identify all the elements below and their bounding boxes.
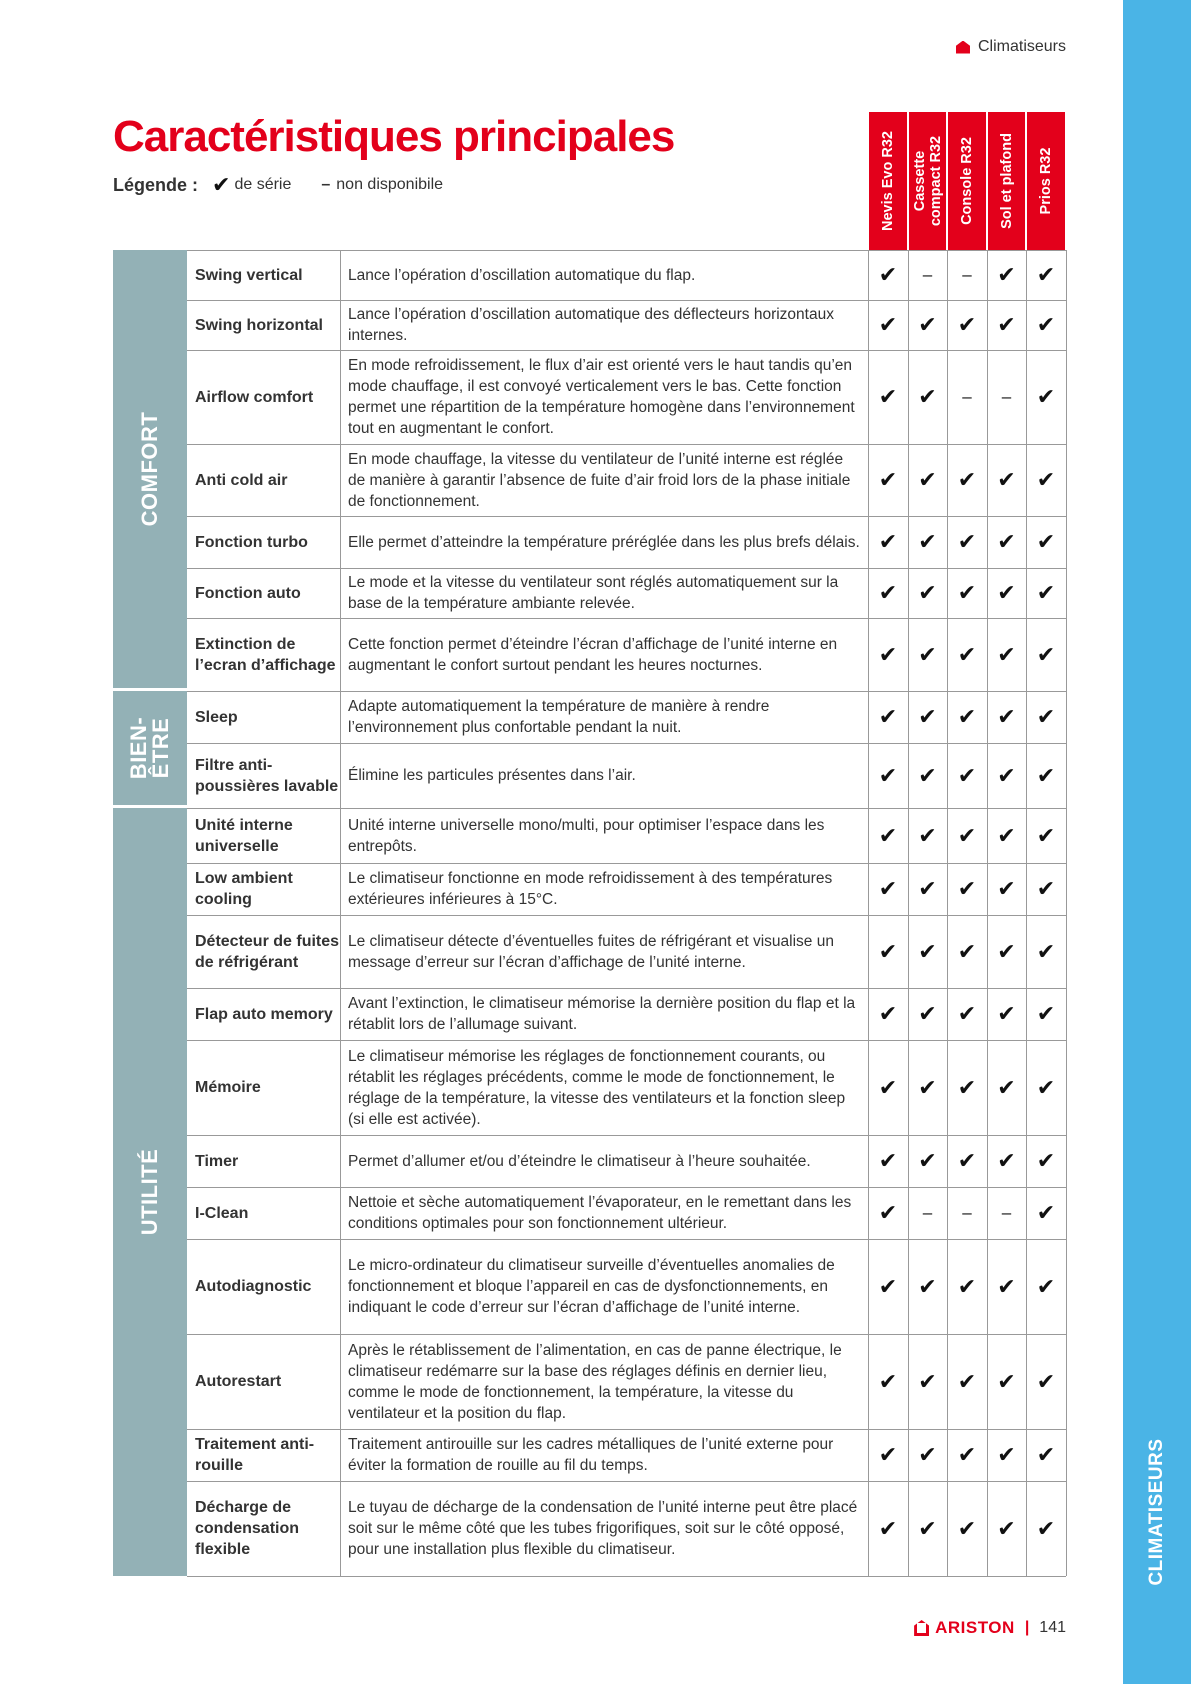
category-band [113, 250, 187, 688]
feature-name: Anti cold air [195, 471, 288, 489]
ariston-logo-icon [914, 1620, 929, 1636]
column-divider [947, 250, 948, 1576]
column-divider [1066, 250, 1067, 1576]
check-icon: ✔ [957, 467, 977, 492]
check-icon: ✔ [878, 580, 898, 605]
column-header [948, 112, 986, 250]
check-icon: ✔ [1036, 1515, 1056, 1541]
dash-icon: – [922, 1203, 933, 1222]
table-row [187, 863, 1066, 915]
check-icon: ✔ [212, 172, 231, 197]
feature-name: Swing vertical [195, 266, 303, 284]
feature-description: Le climatiseur mémorise les réglages de fonctionnement courants, ou rétablit les réglages précédents, comme le mode de fonctionnement, le réglage de la température, la vitesse des ventilateurs et la fonction sleep (si elle est activée). [348, 1047, 846, 1128]
feature-name: Autorestart [195, 1373, 282, 1390]
check-icon: ✔ [918, 704, 937, 729]
check-icon: ✔ [1036, 467, 1056, 492]
table-row [187, 1040, 1066, 1135]
table-row [187, 350, 1066, 444]
check-icon: ✔ [1036, 580, 1056, 605]
category-band [113, 691, 187, 805]
check-icon: ✔ [1036, 822, 1056, 848]
check-icon: ✔ [918, 467, 937, 492]
check-icon: ✔ [878, 1200, 898, 1225]
column-header [869, 112, 907, 250]
feature-name: Flap auto memory [195, 1005, 333, 1023]
feature-description: En mode refroidissement, le flux d’air est orienté vers le haut tandis qu’en mode chauffage, il est convoyé verticalement vers le bas. Cette fonction permet une répartition de la température homogène dans l’environnement tout en augmentant le confort. [348, 357, 855, 437]
check-icon: ✔ [997, 580, 1016, 605]
check-icon: ✔ [918, 1442, 937, 1467]
table-row [187, 568, 1066, 618]
check-icon: ✔ [997, 1148, 1016, 1173]
check-icon: ✔ [878, 384, 898, 409]
feature-description: Avant l’extinction, le climatiseur mémorise la dernière position du flap et la rétablit lors de l’allumage suivant. [348, 995, 856, 1033]
feature-name: Autodiagnostic [195, 1278, 312, 1295]
column-header-label: Console R32 [959, 137, 975, 225]
feature-name: I-Clean [195, 1204, 249, 1222]
column-header [1027, 112, 1065, 250]
dash-icon: – [962, 265, 972, 284]
check-icon: ✔ [918, 580, 937, 605]
check-icon: ✔ [918, 384, 937, 409]
row-divider [187, 618, 1066, 619]
table-row [187, 1135, 1066, 1187]
check-icon: ✔ [957, 876, 977, 901]
column-header-label: Sol et plafond [998, 133, 1015, 229]
check-icon: ✔ [878, 822, 898, 848]
footer-separator: | [1024, 1619, 1030, 1636]
check-icon: ✔ [957, 580, 977, 605]
feature-description: En mode chauffage, la vitesse du ventilateur de l’unité interne est réglée de manière à garantir l’absence de fuite d’air froid lors de la phase initiale de fonctionnement. [348, 450, 851, 510]
feature-description: Elle permet d’atteindre la température préréglée dans les plus brefs délais. [348, 533, 860, 551]
row-divider [187, 863, 1066, 864]
check-icon: ✔ [997, 1273, 1016, 1299]
row-divider [187, 1481, 1066, 1482]
check-icon: ✔ [997, 822, 1016, 848]
table-row [187, 250, 1066, 300]
check-icon: ✔ [918, 641, 937, 667]
row-divider [187, 300, 1066, 301]
check-icon: ✔ [878, 704, 898, 729]
feature-description: Lance l’opération d’oscillation automatique des déflecteurs horizontaux internes. [348, 306, 834, 344]
row-divider [187, 743, 1066, 744]
check-icon: ✔ [878, 1001, 898, 1026]
table-row [187, 743, 1066, 808]
table-row [187, 988, 1066, 1040]
section-breadcrumb [956, 38, 1066, 56]
check-icon: ✔ [878, 1148, 898, 1173]
check-icon: ✔ [878, 1442, 898, 1467]
feature-name: Low ambient cooling [195, 870, 293, 908]
check-icon: ✔ [1036, 529, 1056, 554]
row-divider [187, 1187, 1066, 1188]
table-row [187, 1239, 1066, 1334]
table-row [187, 691, 1066, 743]
check-icon: ✔ [878, 262, 898, 287]
row-divider [187, 808, 1066, 809]
dash-icon: – [922, 265, 933, 284]
page-number: 141 [1039, 1619, 1066, 1636]
check-icon: ✔ [997, 467, 1016, 492]
feature-description: Unité interne universelle mono/multi, pour optimiser l’espace dans les entrepôts. [348, 816, 825, 855]
check-icon: ✔ [957, 529, 977, 554]
column-divider [908, 250, 909, 1576]
table-row [187, 808, 1066, 863]
feature-name: Unité interne universelle [195, 816, 293, 855]
table-row [187, 1334, 1066, 1429]
check-icon: ✔ [997, 704, 1016, 729]
check-icon: ✔ [997, 312, 1016, 337]
check-icon: ✔ [878, 762, 898, 788]
feature-name: Filtre anti-poussières lavable [195, 756, 339, 795]
check-icon: ✔ [997, 641, 1016, 667]
check-icon: ✔ [1036, 1001, 1056, 1026]
check-icon: ✔ [878, 467, 898, 492]
check-icon: ✔ [918, 1515, 937, 1541]
row-divider [187, 444, 1066, 445]
check-icon: ✔ [1036, 641, 1056, 667]
row-divider [187, 988, 1066, 989]
check-icon: ✔ [878, 938, 898, 964]
check-icon: ✔ [918, 762, 937, 788]
feature-name: Décharge de condensation flexible [195, 1499, 300, 1558]
column-header-label: Prios R32 [1038, 147, 1054, 215]
feature-description: Le climatiseur détecte d’éventuelles fuites de réfrigérant et visualise un message d’erreur sur l’écran d’affichage de l’unité interne. [348, 932, 834, 971]
check-icon: ✔ [957, 1515, 977, 1541]
check-icon: ✔ [957, 822, 977, 848]
check-icon: ✔ [957, 1001, 977, 1026]
row-divider [187, 568, 1066, 569]
check-icon: ✔ [918, 1273, 937, 1299]
check-icon: ✔ [1036, 384, 1056, 409]
check-icon: ✔ [918, 1368, 937, 1394]
feature-name: Timer [195, 1152, 239, 1170]
row-divider [187, 250, 1066, 251]
dash-icon: – [1001, 387, 1012, 406]
side-tab [1123, 0, 1191, 1684]
check-icon: ✔ [918, 529, 937, 554]
check-icon: ✔ [957, 312, 977, 337]
check-icon: ✔ [1036, 704, 1056, 729]
check-icon: ✔ [1036, 1200, 1056, 1225]
check-icon: ✔ [1036, 938, 1056, 964]
check-icon: ✔ [997, 1074, 1016, 1100]
page-footer [914, 1618, 1066, 1638]
check-icon: ✔ [1036, 312, 1056, 337]
check-icon: ✔ [997, 1515, 1016, 1541]
legend-check-text: de série [234, 176, 292, 193]
brand-name: ARISTON [935, 1618, 1015, 1637]
table-row [187, 1481, 1066, 1576]
table-row [187, 444, 1066, 516]
category-band [113, 808, 187, 1576]
feature-description: Le mode et la vitesse du ventilateur sont réglés automatiquement sur la base de la température ambiante relevée. [348, 574, 839, 612]
table-row [187, 618, 1066, 691]
feature-description: Après le rétablissement de l’alimentation, en cas de panne électrique, le climatiseur redémarre sur la base des réglages définis en dernier lieu, comme le mode de fonctionnement, la température, la vitesse du ventilateur et la position du flap. [348, 1341, 842, 1422]
check-icon: ✔ [878, 1515, 898, 1541]
table-row [187, 1187, 1066, 1239]
feature-name: Détecteur de fuites de réfrigérant [195, 932, 340, 971]
row-divider [187, 1429, 1066, 1430]
row-divider [187, 1334, 1066, 1335]
brand-logo [914, 1618, 1015, 1638]
dash-icon: – [962, 387, 972, 406]
check-icon: ✔ [918, 822, 937, 848]
category-label: UTILITÉ [137, 1148, 162, 1236]
check-icon: ✔ [997, 938, 1016, 964]
check-icon: ✔ [1036, 1273, 1056, 1299]
check-icon: ✔ [997, 1368, 1016, 1394]
check-icon: ✔ [1036, 762, 1056, 788]
dash-icon: – [321, 176, 331, 193]
check-icon: ✔ [1036, 1442, 1056, 1467]
check-icon: ✔ [878, 876, 898, 901]
check-icon: ✔ [918, 1001, 937, 1026]
check-icon: ✔ [997, 1442, 1016, 1467]
feature-description: Permet d’allumer et/ou d’éteindre le climatiseur à l’heure souhaitée. [348, 1152, 811, 1170]
row-divider [187, 915, 1066, 916]
row-divider [187, 350, 1066, 351]
check-icon: ✔ [997, 762, 1016, 788]
check-icon: ✔ [918, 1148, 937, 1173]
check-icon: ✔ [957, 1148, 977, 1173]
row-divider [187, 516, 1066, 517]
check-icon: ✔ [878, 1273, 898, 1299]
section-label: Climatiseurs [977, 38, 1066, 55]
check-icon: ✔ [1036, 876, 1056, 901]
feature-name: Extinction de l’ecran d’affichage [195, 635, 336, 674]
feature-name: Fonction turbo [195, 533, 308, 551]
check-icon: ✔ [1036, 1074, 1056, 1100]
column-header-label: Cassette compact R32 [911, 135, 944, 227]
column-divider [868, 250, 869, 1576]
column-divider [987, 250, 988, 1576]
check-icon: ✔ [957, 762, 977, 788]
check-icon: ✔ [878, 312, 898, 337]
column-divider [1026, 250, 1027, 1576]
feature-description: Le climatiseur fonctionne en mode refroidissement à des températures extérieures inférieures à 15°C. [348, 870, 833, 908]
check-icon: ✔ [957, 1074, 977, 1100]
row-divider [187, 691, 1066, 692]
check-icon: ✔ [997, 529, 1016, 554]
feature-name: Swing horizontal [195, 316, 323, 334]
check-icon: ✔ [957, 1442, 977, 1467]
check-icon: ✔ [997, 1001, 1016, 1026]
dash-icon: – [1001, 1203, 1012, 1222]
dash-icon: – [962, 1203, 972, 1222]
feature-name: Mémoire [195, 1079, 261, 1096]
legend-label: Légende : [113, 174, 199, 195]
check-icon: ✔ [918, 1074, 937, 1100]
check-icon: ✔ [918, 312, 937, 337]
table-row [187, 1429, 1066, 1481]
check-icon: ✔ [997, 262, 1016, 287]
feature-name: Sleep [195, 708, 238, 726]
table-row [187, 516, 1066, 568]
check-icon: ✔ [878, 529, 898, 554]
side-tab-label: CLIMATISEURS [1146, 1438, 1167, 1586]
category-label: BIEN- ÊTRE [126, 716, 173, 780]
row-divider [187, 1576, 1066, 1577]
check-icon: ✔ [878, 1074, 898, 1100]
feature-description: Le micro-ordinateur du climatiseur surveille d’éventuelles anomalies de fonctionnement et bloque l’appareil en cas de dysfonctionnements, en indiquant le code d’erreur sur l’écran d’affichage de l’unité interne. [348, 1257, 835, 1316]
feature-description: Traitement antirouille sur les cadres métalliques de l’unité externe pour éviter la formation de rouille au fil du temps. [348, 1436, 834, 1474]
check-icon: ✔ [957, 641, 977, 667]
legend-dash-text: non disponibile [336, 176, 444, 193]
check-icon: ✔ [957, 1368, 977, 1394]
feature-description: Cette fonction permet d’éteindre l’écran d’affichage de l’unité interne en augmentant le confort surtout pendant les heures nocturnes. [348, 635, 838, 674]
feature-description: Nettoie et sèche automatiquement l’évaporateur, en le remettant dans les conditions optimales pour son fonctionnement ultérieur. [348, 1194, 852, 1232]
feature-name: Airflow comfort [195, 388, 314, 406]
page-title: Caractéristiques principales [113, 112, 675, 161]
check-icon: ✔ [997, 876, 1016, 901]
check-icon: ✔ [918, 938, 937, 964]
check-icon: ✔ [918, 876, 937, 901]
feature-description: Adapte automatiquement la température de manière à rendre l’environnement plus confortable pendant la nuit. [348, 698, 770, 736]
column-header-label: Nevis Evo R32 [880, 131, 896, 231]
feature-name: Traitement anti-rouille [195, 1436, 315, 1474]
feature-description: Le tuyau de décharge de la condensation de l’unité interne peut être placé soit sur le même côté que les tubes frigorifiques, soit sur le côté opposé, pour une installation plus flexible du climatiseur. [348, 1499, 858, 1558]
column-header [909, 112, 946, 250]
legend [113, 172, 443, 198]
check-icon: ✔ [878, 641, 898, 667]
check-icon: ✔ [1036, 1148, 1056, 1173]
table-row [187, 300, 1066, 350]
check-icon: ✔ [957, 704, 977, 729]
feature-name: Fonction auto [195, 584, 301, 602]
column-divider [340, 250, 341, 1576]
check-icon: ✔ [878, 1368, 898, 1394]
feature-description: Élimine les particules présentes dans l’air. [348, 767, 636, 784]
house-icon [956, 41, 970, 54]
row-divider [187, 1135, 1066, 1136]
row-divider [187, 1040, 1066, 1041]
check-icon: ✔ [1036, 262, 1056, 287]
category-label: COMFORT [137, 411, 162, 527]
table-row [187, 915, 1066, 988]
check-icon: ✔ [1036, 1368, 1056, 1394]
check-icon: ✔ [957, 938, 977, 964]
row-divider [187, 1239, 1066, 1240]
check-icon: ✔ [957, 1273, 977, 1299]
column-header [988, 112, 1025, 250]
feature-description: Lance l’opération d’oscillation automatique du flap. [348, 266, 696, 284]
